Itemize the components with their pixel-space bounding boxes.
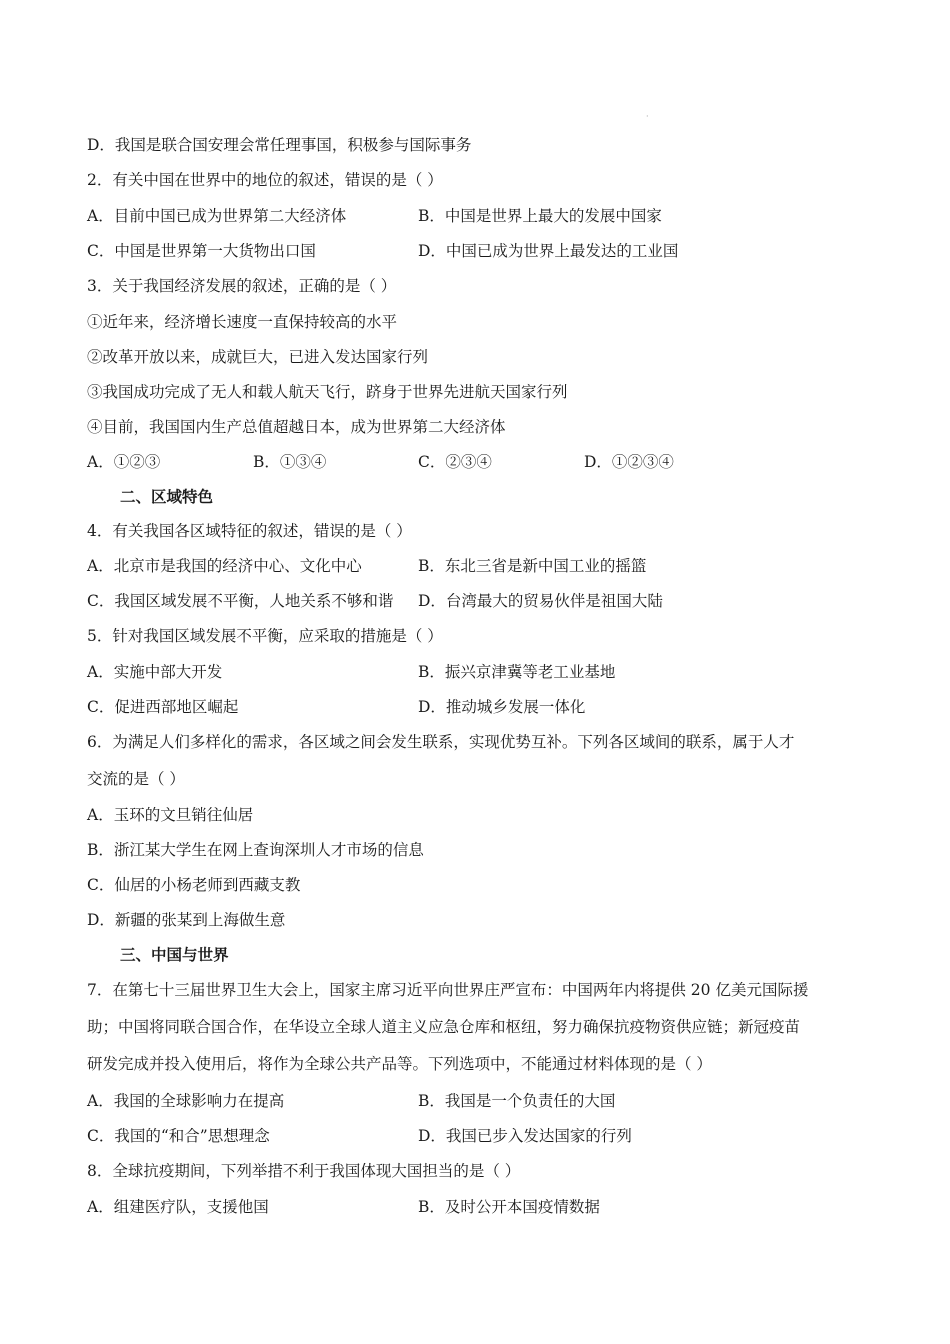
question-3-option-d: D．①②③④ [584, 453, 674, 471]
question-3-stem: 3．关于我国经济发展的叙述，正确的是（ ） [87, 277, 397, 295]
question-5-option-c: C．促进西部地区崛起 [87, 698, 239, 716]
question-8-option-b: B．及时公开本国疫情数据 [418, 1198, 600, 1216]
question-4-stem: 4．有关我国各区域特征的叙述，错误的是（ ） [87, 522, 412, 540]
question-6-option-c: C．仙居的小杨老师到西藏支教 [87, 876, 301, 894]
question-6-option-a: A．玉环的文旦销往仙居 [87, 806, 254, 824]
question-4-option-a: A．北京市是我国的经济中心、文化中心 [87, 557, 362, 575]
question-7-option-b: B．我国是一个负责任的大国 [418, 1092, 616, 1110]
question-5-stem: 5．针对我国区域发展不平衡，应采取的措施是（ ） [87, 627, 443, 645]
question-6-option-b: B．浙江某大学生在网上查询深圳人才市场的信息 [87, 841, 424, 859]
question-6-option-d: D．新疆的张某到上海做生意 [87, 911, 286, 929]
question-6-stem-line-1: 6．为满足人们多样化的需求，各区域之间会发生联系，实现优势互补。下列各区域间的联系，属于人才 [87, 733, 795, 751]
question-3-statement-4: ④目前，我国国内生产总值超越日本，成为世界第二大经济体 [87, 418, 506, 436]
question-8-option-a: A．组建医疗队，支援他国 [87, 1198, 269, 1216]
question-3-statement-3: ③我国成功完成了无人和载人航天飞行，跻身于世界先进航天国家行列 [87, 383, 568, 401]
question-7-stem-line-3: 研发完成并投入使用后，将作为全球公共产品等。下列选项中，不能通过材料体现的是（ ） [87, 1055, 712, 1073]
question-4-option-b: B．东北三省是新中国工业的摇篮 [418, 557, 647, 575]
question-3-option-a: A．①②③ [87, 453, 161, 471]
question-7-option-a: A．我国的全球影响力在提高 [87, 1092, 285, 1110]
question-3-statement-2: ②改革开放以来，成就巨大，已进入发达国家行列 [87, 348, 429, 366]
question-5-option-a: A．实施中部大开发 [87, 663, 223, 681]
question-4-option-d: D．台湾最大的贸易伙伴是祖国大陆 [418, 592, 663, 610]
question-3-statement-1: ①近年来，经济增长速度一直保持较高的水平 [87, 313, 398, 331]
section-heading-3: 三、中国与世界 [120, 946, 229, 964]
question-7-option-d: D．我国已步入发达国家的行列 [418, 1127, 632, 1145]
question-8-stem: 8．全球抗疫期间，下列举措不利于我国体现大国担当的是（ ） [87, 1162, 521, 1180]
question-7-option-c: C．我国的“和合”思想理念 [87, 1127, 270, 1145]
question-2-stem: 2．有关中国在世界中的地位的叙述，错误的是（ ） [87, 171, 443, 189]
question-4-option-c: C．我国区域发展不平衡，人地关系不够和谐 [87, 592, 394, 610]
question-6-stem-line-2: 交流的是（ ） [87, 770, 185, 788]
question-5-option-b: B．振兴京津冀等老工业基地 [418, 663, 616, 681]
question-3-option-b: B．①③④ [253, 453, 327, 471]
question-2-option-b: B．中国是世界上最大的发展中国家 [418, 207, 662, 225]
question-3-option-c: C．②③④ [418, 453, 492, 471]
question-7-stem-line-1: 7．在第七十三届世界卫生大会上，国家主席习近平向世界庄严宣布：中国两年内将提供 20 亿美元国际援 [87, 981, 809, 999]
question-7-stem-line-2: 助；中国将同联合国合作，在华设立全球人道主义应急仓库和枢纽，努力确保抗疫物资供应链；新冠疫苗 [87, 1018, 801, 1036]
question-2-option-d: D．中国已成为世界上最发达的工业国 [418, 242, 679, 260]
question-2-option-c: C．中国是世界第一大货物出口国 [87, 242, 316, 260]
section-heading-2: 二、区域特色 [120, 488, 214, 506]
question-5-option-d: D．推动城乡发展一体化 [418, 698, 586, 716]
page-mark: · [646, 112, 649, 121]
question-2-option-a: A．目前中国已成为世界第二大经济体 [87, 207, 347, 225]
question-1-option-d: D．我国是联合国安理会常任理事国，积极参与国际事务 [87, 136, 472, 154]
